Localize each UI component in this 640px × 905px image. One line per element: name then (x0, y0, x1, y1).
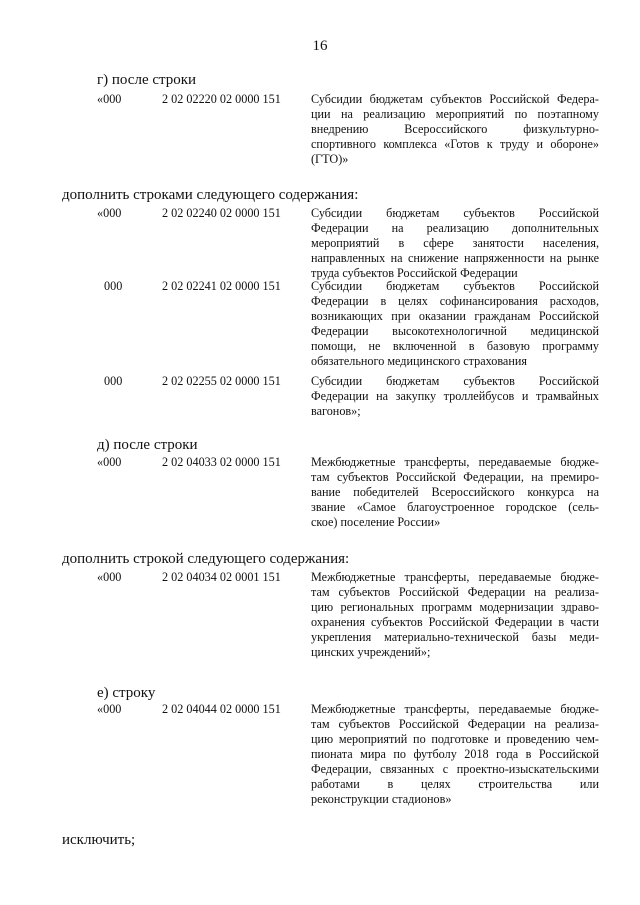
admin-code: «000 (97, 702, 122, 716)
admin-code: 000 (104, 279, 123, 293)
admin-code: 000 (104, 374, 123, 388)
section-heading-exclude: исключить; (62, 832, 136, 848)
description-line: мероприятий в сфере занятости населения, (311, 236, 599, 250)
description-line: Федерации на реализацию дополнительных (311, 221, 599, 235)
description-line: обязательного медицинского страхования (311, 354, 527, 368)
description-line: Межбюджетные трансферты, передаваемые бюдже- (311, 702, 599, 716)
description-line: там субъектов Российской Федерации на реализа- (311, 717, 599, 731)
description-line: там субъектов Российской Федерации, на премиро- (311, 470, 599, 484)
row-description (311, 206, 599, 281)
section-heading-g: г) после строки (97, 72, 197, 88)
budget-classification-code: 2 02 04033 02 0000 151 (162, 455, 281, 469)
admin-code: «000 (97, 92, 122, 106)
admin-code: «000 (97, 206, 122, 220)
description-line: труда субъектов Российской Федерации (311, 266, 518, 280)
description-line: цинских учреждений»; (311, 645, 431, 659)
row-description (311, 92, 599, 167)
description-line: пионата мира по футболу 2018 года в Российской (311, 747, 599, 761)
section-heading-add-rows: дополнить строками следующего содержания: (62, 187, 359, 203)
budget-classification-code: 2 02 04034 02 0001 151 (162, 570, 281, 584)
budget-classification-code: 2 02 02255 02 0000 151 (162, 374, 281, 388)
description-line: звание «Самое благоустроенное городское (сель- (311, 500, 599, 514)
description-line: ции на реализацию мероприятий по поэтапному (311, 107, 599, 121)
description-line: Федерации высокотехнологичной медицинской (311, 324, 599, 338)
description-line: реконструкции стадионов» (311, 792, 452, 806)
budget-classification-code: 2 02 02241 02 0000 151 (162, 279, 281, 293)
section-heading-e: е) строку (97, 685, 156, 701)
row-description (311, 702, 599, 807)
description-line: Субсидии бюджетам субъектов Российской (311, 279, 599, 293)
description-line: вагонов»; (311, 404, 361, 418)
admin-code: «000 (97, 570, 122, 584)
description-line: Федерации в целях софинансирования расходов, (311, 294, 599, 308)
description-line: ское) поселение России» (311, 515, 441, 529)
description-line: Субсидии бюджетам субъектов Российской (311, 206, 599, 220)
page-number: 16 (312, 38, 328, 54)
description-line: Субсидии бюджетам субъектов Российской Федера- (311, 92, 599, 106)
description-line: Межбюджетные трансферты, передаваемые бюдже- (311, 570, 599, 584)
admin-code: «000 (97, 455, 122, 469)
row-description (311, 279, 599, 369)
row-description (311, 455, 599, 530)
description-line: там субъектов Российской Федерации на реализа- (311, 585, 599, 599)
description-line: Федерации, связанных с проектно-изыскательскими (311, 762, 599, 776)
budget-classification-code: 2 02 04044 02 0000 151 (162, 702, 281, 716)
budget-classification-code: 2 02 02220 02 0000 151 (162, 92, 281, 106)
description-line: укрепления материально-технической базы меди- (311, 630, 599, 644)
description-line: Субсидии бюджетам субъектов Российской (311, 374, 599, 388)
row-description (311, 570, 599, 660)
description-line: охранения субъектов Российской Федерации в части (311, 615, 599, 629)
budget-classification-code: 2 02 02240 02 0000 151 (162, 206, 281, 220)
description-line: спортивного комплекса «Готов к труду и обороне» (311, 137, 599, 151)
description-line: Федерации на закупку троллейбусов и трамвайных (311, 389, 599, 403)
section-heading-add-row: дополнить строкой следующего содержания: (62, 551, 350, 567)
description-line: вание победителей Всероссийского конкурса на (311, 485, 599, 499)
description-line: цию региональных программ модернизации здраво- (311, 600, 599, 614)
row-description (311, 374, 599, 419)
description-line: Межбюджетные трансферты, передаваемые бюдже- (311, 455, 599, 469)
description-line: возникающих при оказании гражданам Российской (311, 309, 599, 323)
description-line: внедрению Всероссийского физкультурно- (311, 122, 599, 136)
description-line: (ГТО)» (311, 152, 349, 166)
description-line: направленных на снижение напряженности на рынке (311, 251, 599, 265)
description-line: работами в целях строительства или (311, 777, 599, 791)
description-line: цию мероприятий по подготовке и проведению чем- (311, 732, 599, 746)
section-heading-d: д) после строки (97, 437, 198, 453)
description-line: помощи, не включенной в базовую программу (311, 339, 599, 353)
